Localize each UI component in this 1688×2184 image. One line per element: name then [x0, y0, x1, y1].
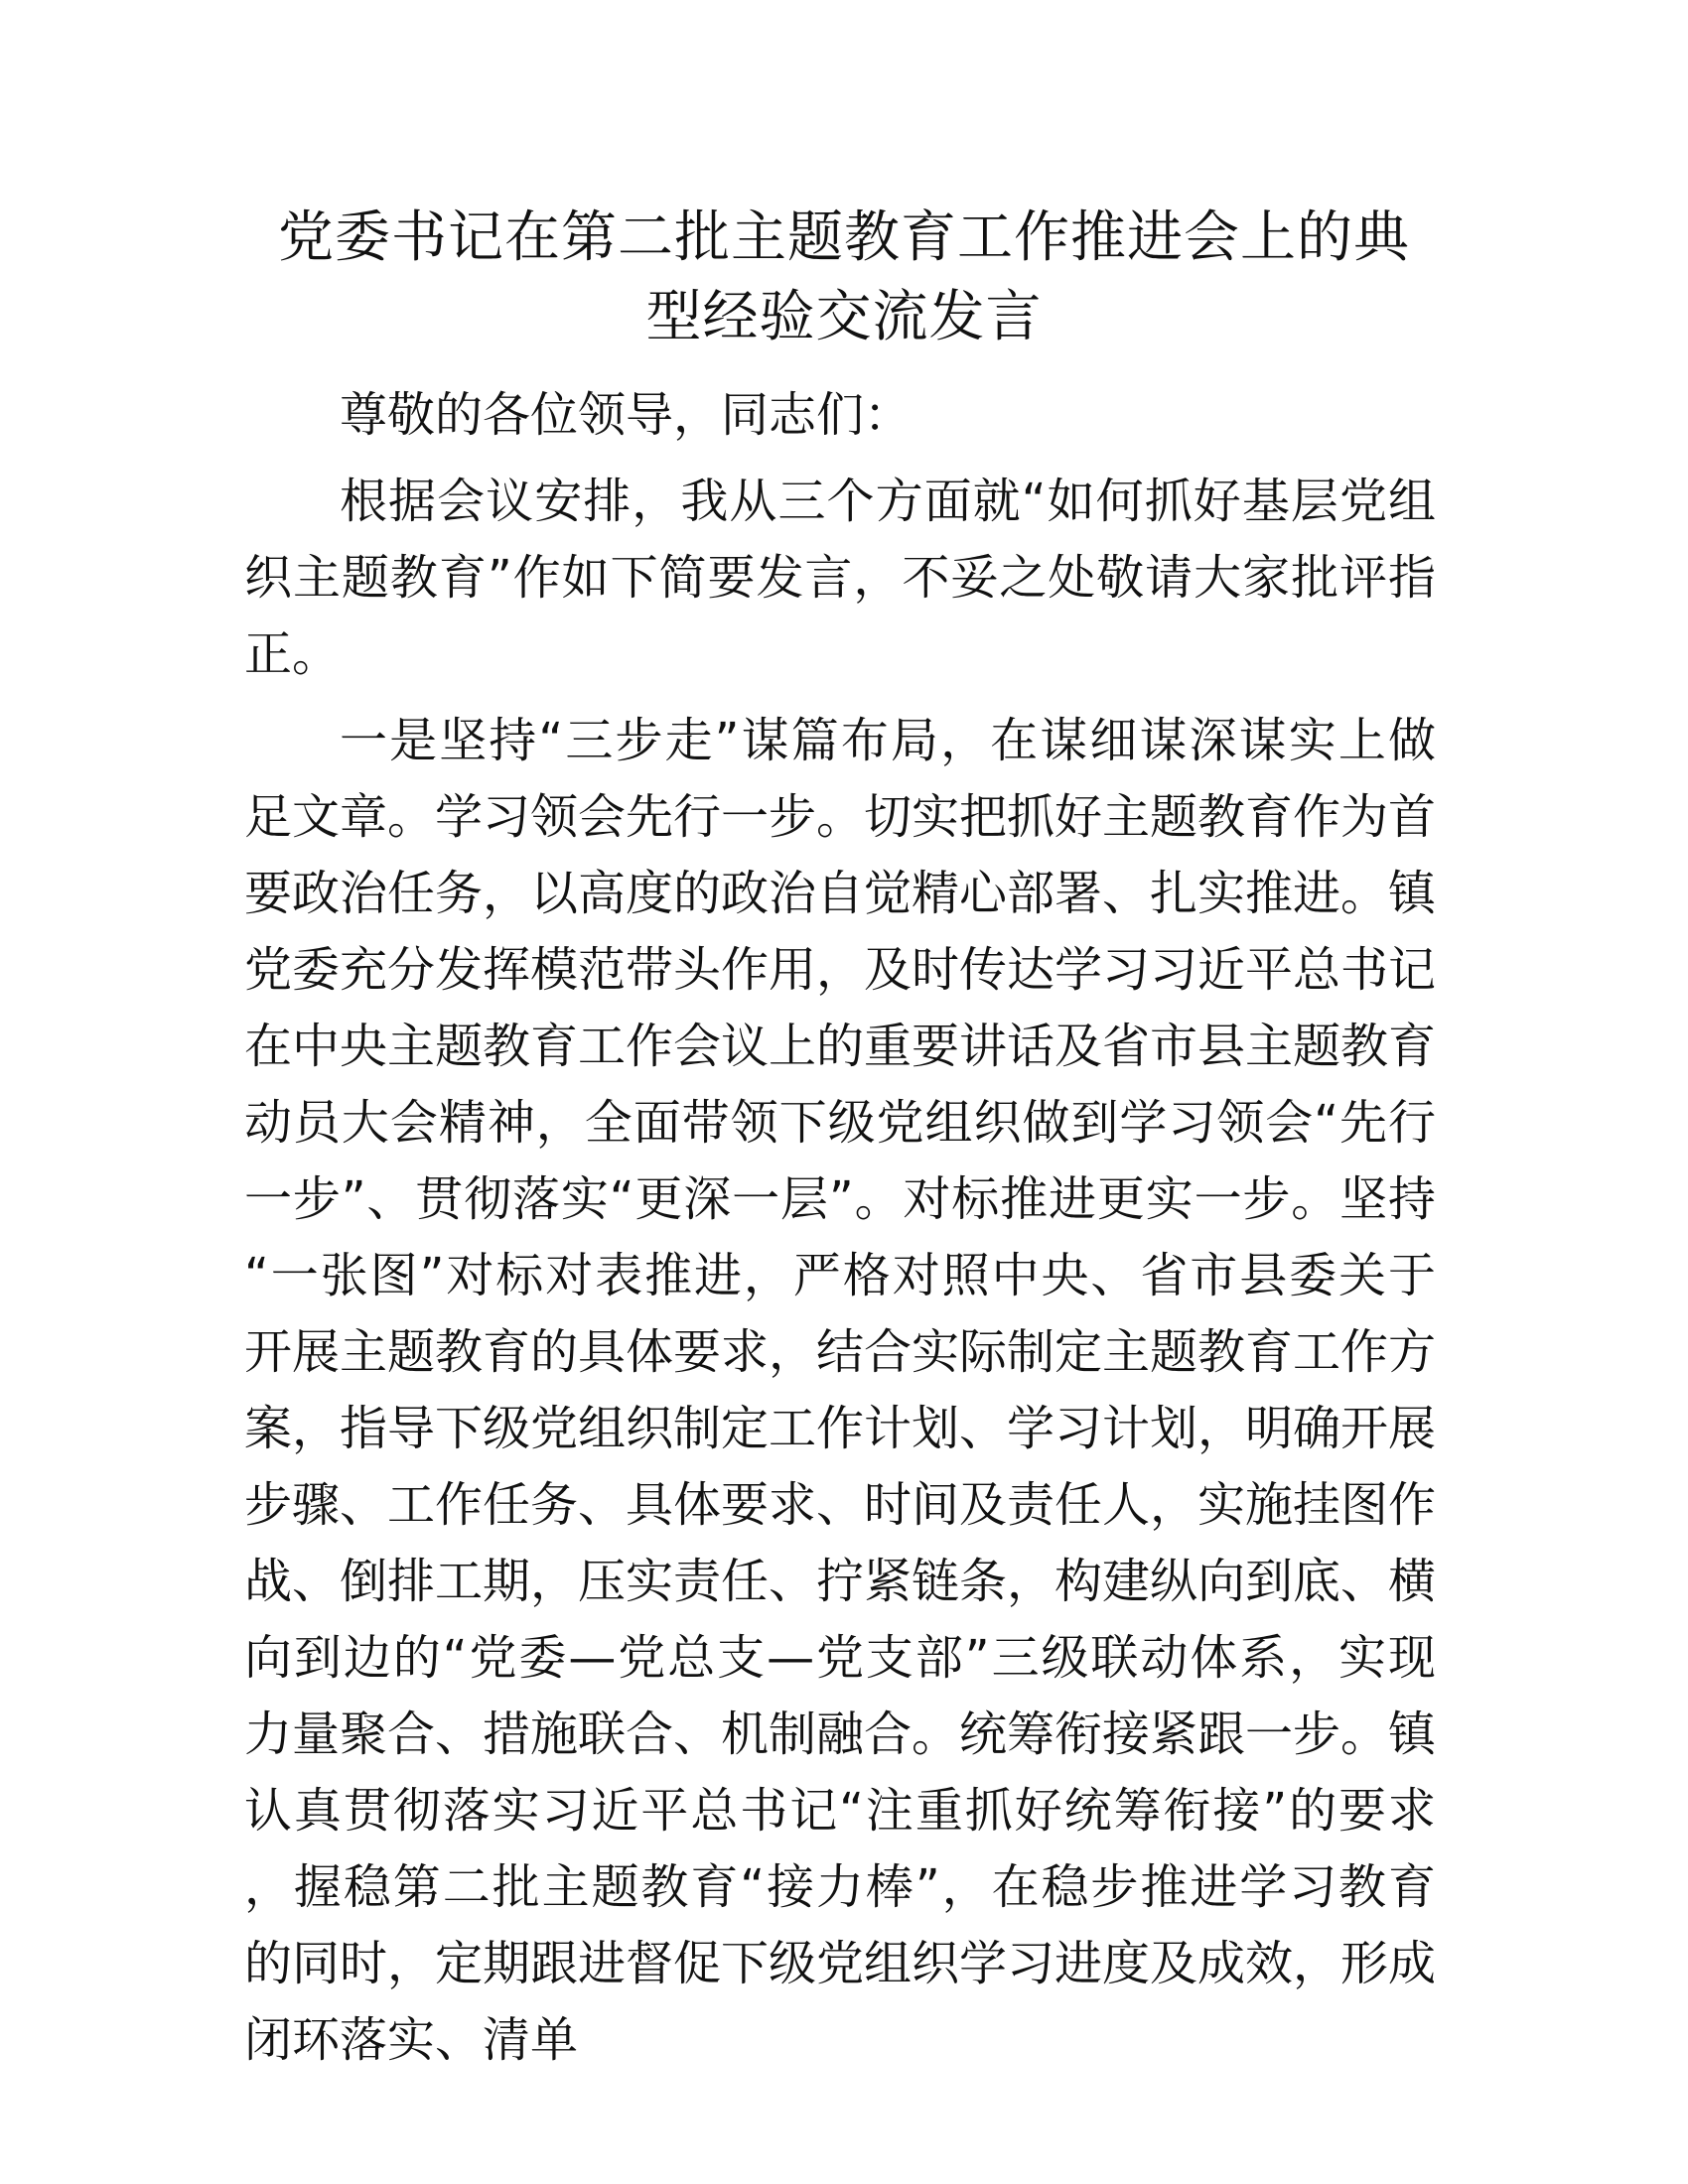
paragraph-intro: 根据会议安排，我从三个方面就“如何抓好基层党组织主题教育”作如下简要发言，不妥之处敬请大家批评指正。 — [244, 474, 1436, 682]
document-title — [228, 199, 1460, 357]
document-body — [244, 377, 1436, 2079]
title-line-2: 型经验交流发言 — [645, 285, 1043, 349]
salutation: 尊敬的各位领导，同志们： — [340, 387, 913, 443]
title-line-1: 党委书记在第二批主题教育工作推进会上的典 — [278, 205, 1410, 270]
paragraph-point-one: 一是坚持“三步走”谋篇布局，在谋细谋深谋实上做足文章。学习领会先行一步。切实把抓好主题教育作为首要政治任务，以高度的政治自觉精心部署、扎实推进。镇党委充分发挥模范带头作用，及时传达学习习近平总书记在中央主题教育工作会议上的重要讲话及省市县主题教育动员大会精神，全面带领下级党组织做到学习领会“先行一步”、贯彻落实“更深一层”。对标推进更实一步。坚持“一张图”对标对表推进，严格对照中央、省市县委关于开展主题教育的具体要求，结合实际制定主题教育工作方案，指导下级党组织制定工作计划、学习计划，明确开展步骤、工作任务、具体要求、时间及责任人，实施挂图作战、倒排工期，压实责任、拧紧链条，构建纵向到底、横向到边的“党委—党总支—党支部”三级联动体系，实现力量聚合、措施联合、机制融合。统筹衔接紧跟一步。镇认真贯彻落实习近平总书记“注重抓好统筹衔接”的要求，握稳第二批主题教育“接力棒”，在稳步推进学习教育的同时，定期跟进督促下级党组织学习进度及成效，形成闭环落实、清单 — [244, 713, 1437, 2068]
